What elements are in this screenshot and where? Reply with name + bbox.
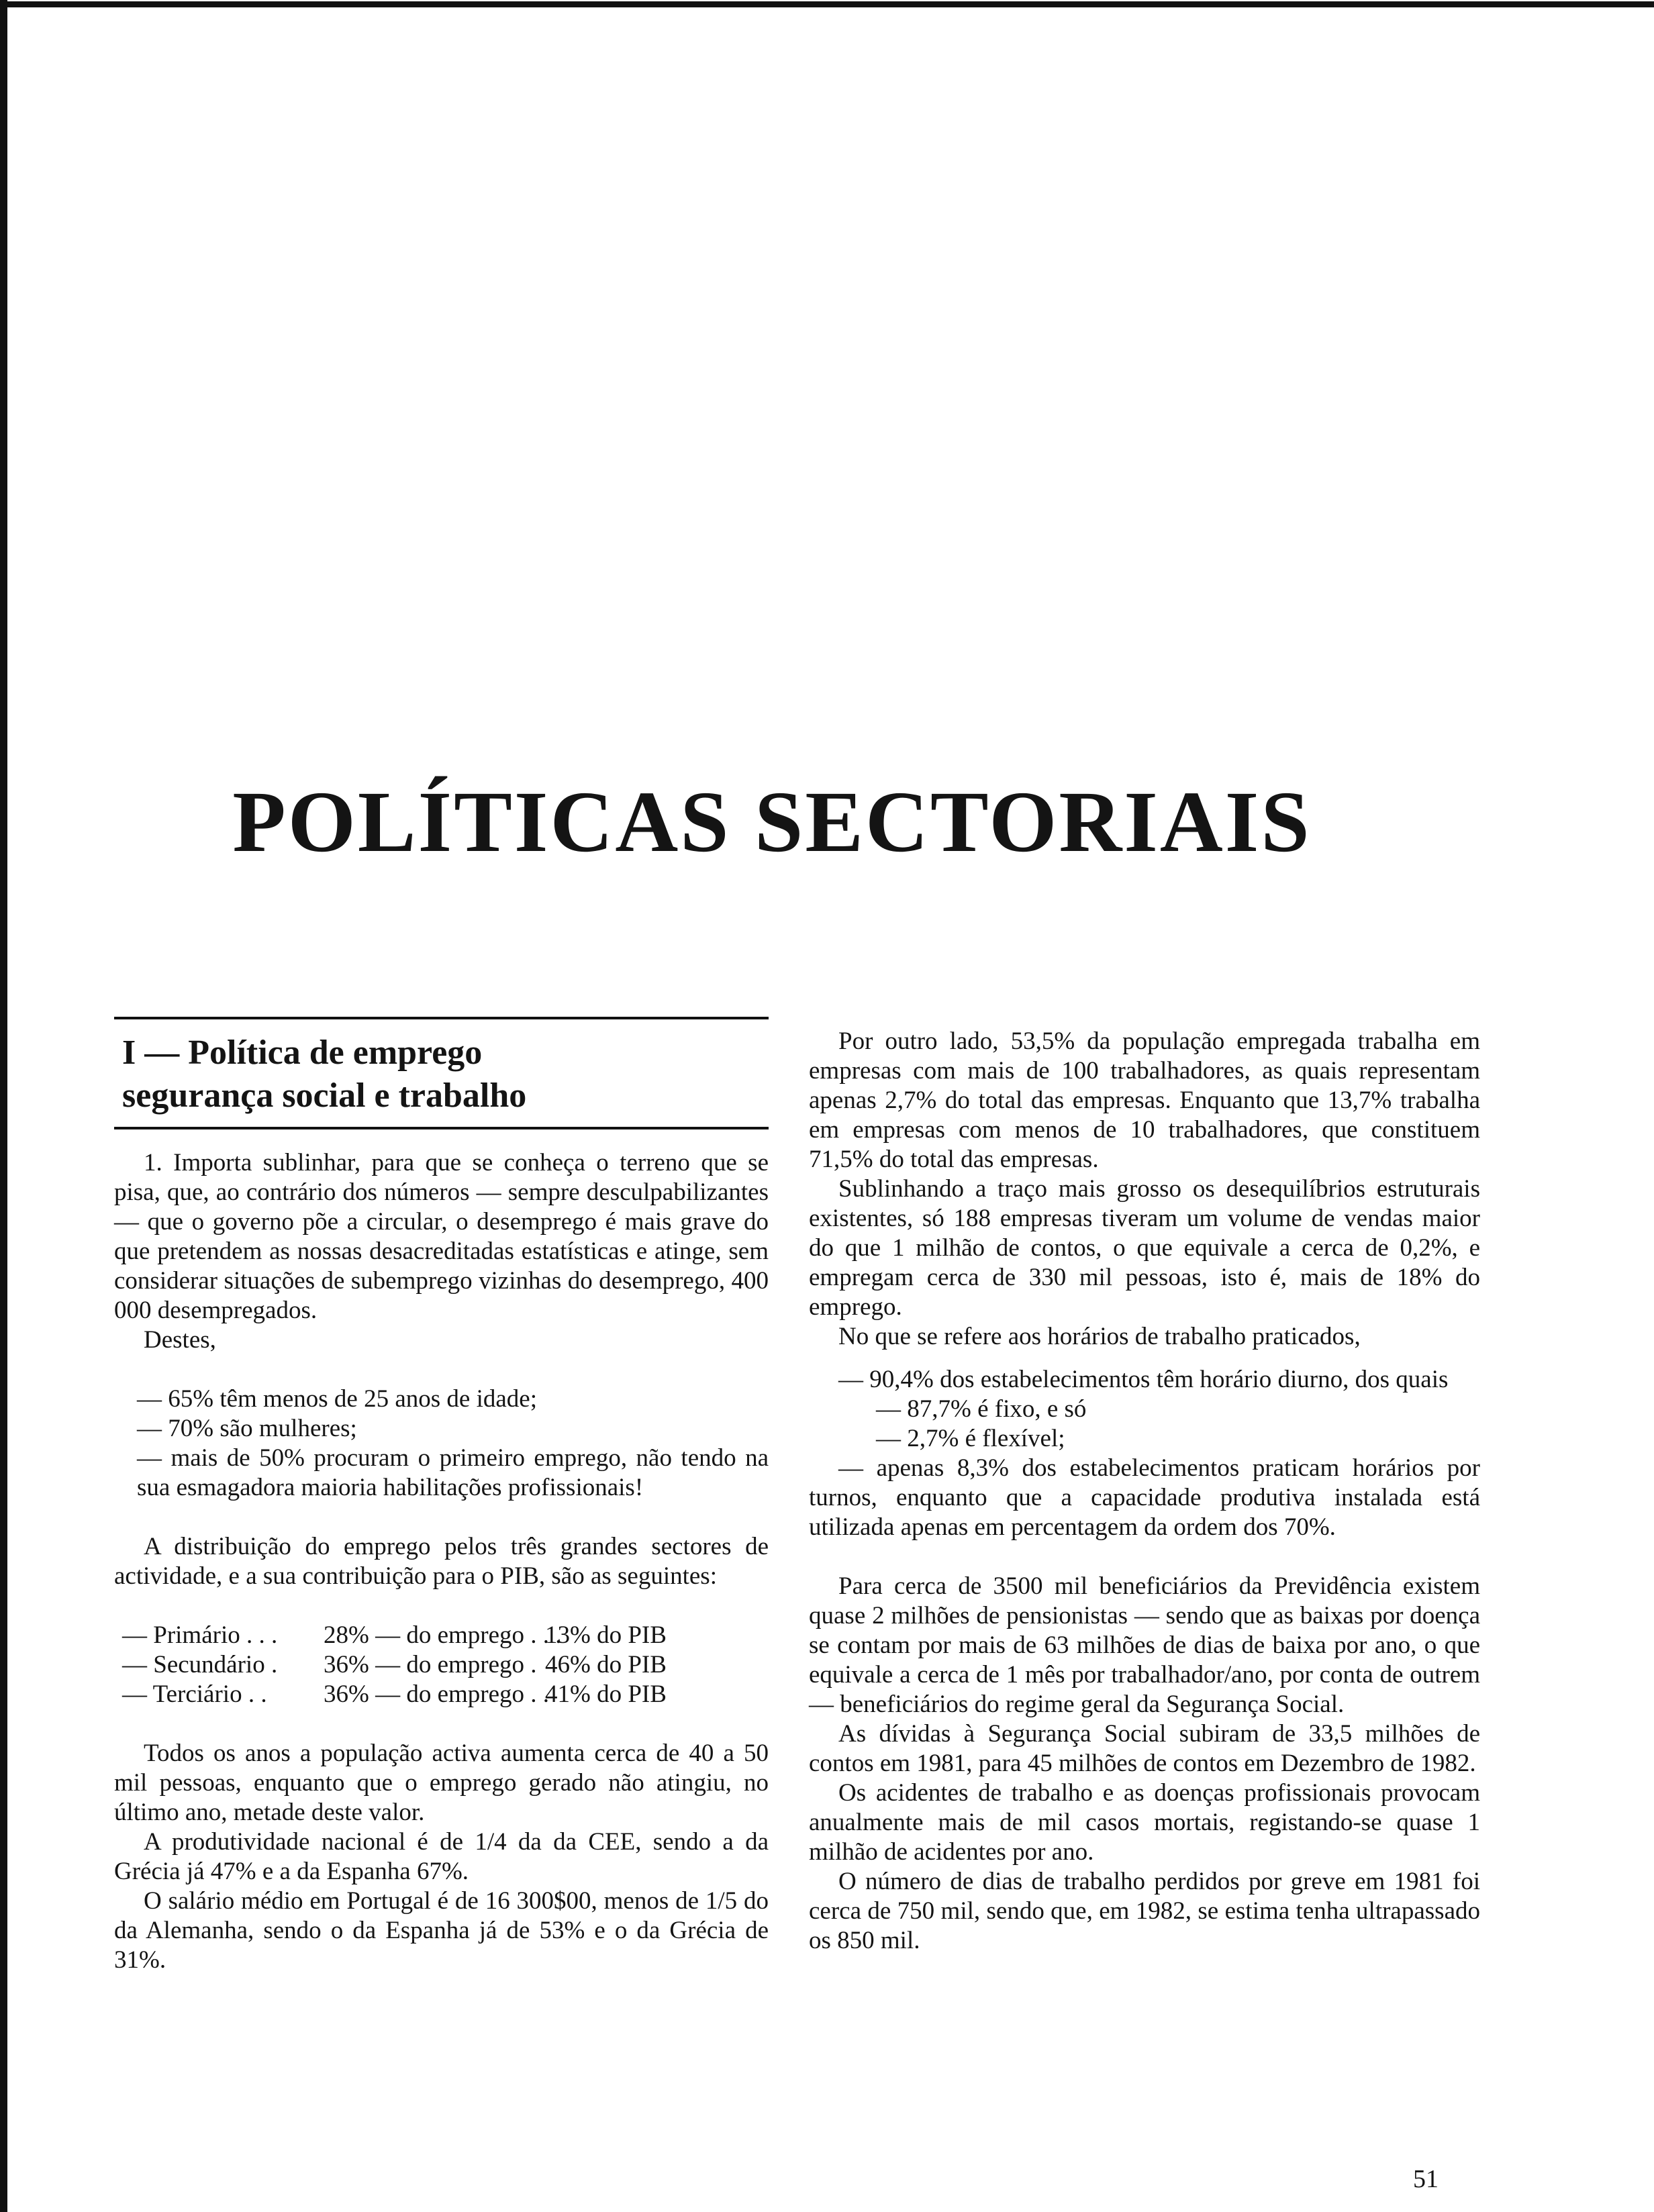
section-heading-line1: I — Política de emprego (122, 1034, 483, 1072)
list-item: — apenas 8,3% dos estabelecimentos praticam horários por turnos, enquanto que a capacidade produtiva instalada está utilizada apenas em percentagem da ordem dos 70%. (809, 1454, 1480, 1541)
sector-gdp: 41% do PIB (545, 1680, 667, 1708)
sector-employment: 36% — do emprego . (324, 1651, 537, 1678)
left-column (114, 1017, 769, 1975)
paragraph: O salário médio em Portugal é de 16 300$00, menos de 1/5 do da Alemanha, sendo o da Espanha já de 53% e o da Grécia de 31%. (114, 1887, 769, 1974)
sector-employment: 28% — do emprego . . . (324, 1621, 562, 1649)
list-item: — mais de 50% procuram o primeiro emprego, não tendo na sua esmagadora maioria habilitações profissionais! (137, 1444, 769, 1501)
section-heading-line2: segurança social e trabalho (122, 1076, 527, 1115)
statistics-list (114, 1385, 769, 1503)
sector-employment: 36% — do emprego . . (324, 1680, 550, 1708)
paragraph: Para cerca de 3500 mil beneficiários da Previdência existem quase 2 milhões de pensionistas — sendo que as baixas por doença se contam por mais de 63 milhões de dias de baixa por ano, o que equivale a cerca de 1 mês por trabalhador/ano, por conta de outrem — beneficiários do regime geral da Segurança Social. (809, 1572, 1480, 1718)
sector-gdp: 13% do PIB (545, 1621, 667, 1649)
paragraph: Todos os anos a população activa aumenta cerca de 40 a 50 mil pessoas, enquanto que o emprego gerado não atingiu, no último ano, metade deste valor. (114, 1740, 769, 1826)
section-heading (114, 1019, 769, 1127)
paragraph: No que se refere aos horários de trabalho praticados, (838, 1323, 1361, 1350)
sector-name: — Primário . . . (122, 1621, 278, 1649)
page-number: 51 (1413, 2165, 1439, 2193)
list-item: — 65% têm menos de 25 anos de idade; (137, 1385, 537, 1413)
top-border-rule (0, 1, 1654, 7)
paragraph: Sublinhando a traço mais grosso os desequilíbrios estruturais existentes, só 188 empresas tiveram um volume de vendas maior do que 1 milhão de contos, o que equivale a cerca de 0,2%, e empregam cerca de 330 mil pessoas, isto é, mais de 18% do emprego. (809, 1175, 1480, 1321)
paragraph: Por outro lado, 53,5% da população empregada trabalha em empresas com mais de 100 trabalhadores, as quais representam apenas 2,7% do total das empresas. Enquanto que 13,7% trabalha em empresas com menos de 10 trabalhadores, que constituem 71,5% do total das empresas. (809, 1027, 1480, 1173)
paragraph: A produtividade nacional é de 1/4 da da CEE, sendo a da Grécia já 47% e a da Espanha 67%. (114, 1828, 769, 1885)
sector-name: — Terciário . . (122, 1680, 267, 1708)
left-border-rule (0, 0, 7, 2212)
list-item: — 70% são mulheres; (137, 1415, 357, 1442)
list-subitem: — 87,7% é fixo, e só (876, 1395, 1087, 1423)
sector-table (114, 1621, 769, 1709)
paragraph: 1. Importa sublinhar, para que se conheça o terreno que se pisa, que, ao contrário dos números — sempre desculpabilizantes — que o governo põe a circular, o desemprego é mais grave do que pretendem as nossas desacreditadas estatísticas e atinge, sem considerar situações de subemprego vizinhas do desemprego, 400 000 desempregados. (114, 1149, 769, 1324)
list-subitem: — 2,7% é flexível; (876, 1425, 1065, 1452)
list-item: — 90,4% dos estabelecimentos têm horário diurno, dos quais (838, 1366, 1449, 1393)
paragraph: A distribuição do emprego pelos três grandes sectores de actividade, e a sua contribuição para o PIB, são as seguintes: (114, 1533, 769, 1590)
paragraph: O número de dias de trabalho perdidos por greve em 1981 foi cerca de 750 mil, sendo que, em 1982, se estima tenha ultrapassado os 850 mil. (809, 1868, 1480, 1954)
page-title: POLÍTICAS SECTORIAIS (232, 774, 1312, 870)
right-column (809, 1027, 1480, 1956)
sector-gdp: 46% do PIB (545, 1651, 667, 1678)
paragraph: As dívidas à Segurança Social subiram de 33,5 milhões de contos em 1981, para 45 milhões de contos em Dezembro de 1982. (809, 1720, 1480, 1777)
paragraph: Destes, (144, 1326, 216, 1354)
paragraph: Os acidentes de trabalho e as doenças profissionais provocam anualmente mais de mil casos mortais, registando-se quase 1 milhão de acidentes por ano. (809, 1779, 1480, 1866)
sector-name: — Secundário . (122, 1651, 278, 1678)
